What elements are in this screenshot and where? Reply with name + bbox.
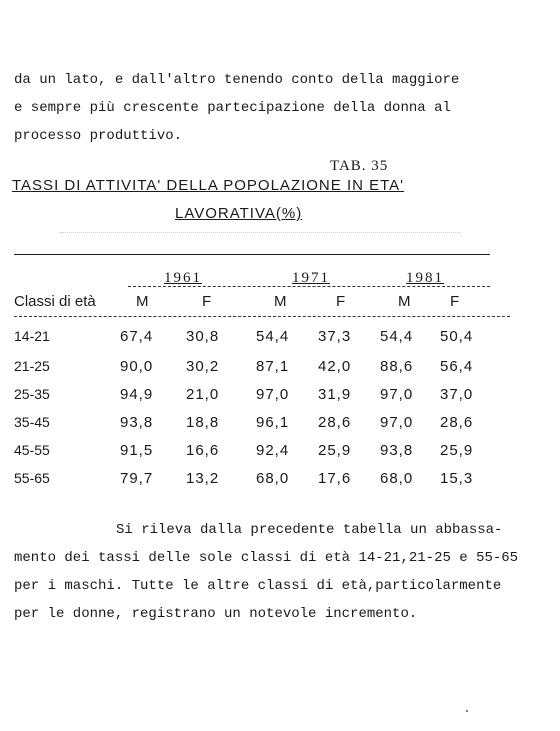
table-cell: 17,6 [318, 470, 352, 487]
table-cell: 97,0 [380, 414, 414, 431]
table-cell: 87,1 [256, 358, 290, 375]
table-cell: 15,3 [440, 470, 474, 487]
page-speck [466, 710, 468, 712]
year-1971: 1971 [292, 270, 330, 286]
table-title-line-1: TASSI DI ATTIVITA' DELLA POPOLAZIONE IN ETA' [12, 177, 405, 194]
table-cell: 37,3 [318, 328, 352, 345]
header-m-1961: M [136, 293, 149, 310]
intro-line-3: processo produttivo. [14, 128, 183, 144]
table-cell: 30,8 [186, 328, 220, 345]
table-cell: 67,4 [120, 328, 154, 345]
table-cell: 54,4 [256, 328, 290, 345]
table-cell: 18,8 [186, 414, 220, 431]
outro-line-3: per i maschi. Tutte le altre classi di età,particolarmente [14, 578, 502, 594]
table-cell: 37,0 [440, 386, 474, 403]
table-cell: 25,9 [440, 442, 474, 459]
header-m-1971: M [274, 293, 287, 310]
header-f-1971: F [336, 293, 346, 310]
table-cell: 13,2 [186, 470, 220, 487]
table-cell: 79,7 [120, 470, 154, 487]
table-cell: 21,0 [186, 386, 220, 403]
outro-line-1: Si rileva dalla precedente tabella un abbassa- [116, 522, 503, 538]
table-cell: 92,4 [256, 442, 290, 459]
row-age-label: 55-65 [14, 470, 50, 486]
year-1981: 1981 [406, 270, 444, 286]
table-cell: 16,6 [186, 442, 220, 459]
table-cell: 28,6 [318, 414, 352, 431]
row-age-label: 21-25 [14, 358, 50, 374]
table-cell: 68,0 [380, 470, 414, 487]
table-top-rule [14, 254, 490, 255]
intro-line-2: e sempre più crescente partecipazione della donna al [14, 100, 451, 116]
table-cell: 90,0 [120, 358, 154, 375]
row-age-label: 35-45 [14, 414, 50, 430]
year-1961: 1961 [164, 270, 202, 286]
table-cell: 93,8 [120, 414, 154, 431]
row-age-label: 45-55 [14, 442, 50, 458]
table-cell: 93,8 [380, 442, 414, 459]
table-cell: 56,4 [440, 358, 474, 375]
table-cell: 97,0 [380, 386, 414, 403]
table-cell: 94,9 [120, 386, 154, 403]
outro-line-2: mento dei tassi delle sole classi di età 14-21,21-25 e 55-65 [14, 550, 519, 566]
table-cell: 91,5 [120, 442, 154, 459]
row-age-label: 25-35 [14, 386, 50, 402]
intro-line-1: da un lato, e dall'altro tenendo conto della maggiore [14, 72, 460, 88]
table-cell: 50,4 [440, 328, 474, 345]
table-cell: 25,9 [318, 442, 352, 459]
table-cell: 30,2 [186, 358, 220, 375]
faint-rule [60, 232, 460, 233]
header-f-1961: F [202, 293, 212, 310]
table-cell: 31,9 [318, 386, 352, 403]
table-cell: 54,4 [380, 328, 414, 345]
table-cell: 28,6 [440, 414, 474, 431]
table-cell: 97,0 [256, 386, 290, 403]
row-age-label: 14-21 [14, 328, 50, 344]
table-cell: 88,6 [380, 358, 414, 375]
header-dashed-rule [14, 316, 510, 317]
age-class-header: Classi di età [14, 293, 96, 310]
table-cell: 42,0 [318, 358, 352, 375]
header-m-1981: M [398, 293, 411, 310]
outro-line-4: per le donne, registrano un notevole incremento. [14, 606, 418, 622]
header-f-1981: F [450, 293, 460, 310]
table-reference: TAB. 35 [330, 158, 389, 174]
table-cell: 96,1 [256, 414, 290, 431]
table-cell: 68,0 [256, 470, 290, 487]
table-title-line-2: LAVORATIVA(%) [175, 205, 303, 222]
